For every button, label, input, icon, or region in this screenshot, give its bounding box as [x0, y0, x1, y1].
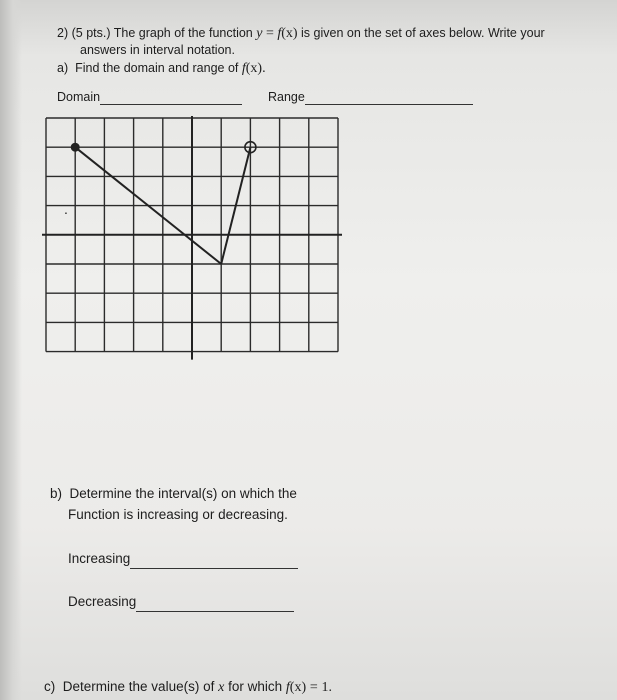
range-row [268, 89, 473, 105]
part-b-question-line1 [50, 484, 297, 504]
part-b-line1: Determine the interval(s) on which the [69, 486, 297, 501]
part-b-letter: b) [50, 486, 63, 501]
problem-statement-line1 [57, 25, 545, 42]
equation-equals: = [265, 26, 274, 41]
equation-f: f [277, 26, 282, 41]
part-a-func-arg: (x). [245, 61, 266, 76]
problem-number: 2) [57, 26, 69, 40]
part-c-question [44, 677, 332, 698]
equation-y: y [256, 26, 263, 41]
part-a-question [57, 60, 266, 77]
part-a-func: f [241, 61, 246, 76]
range-label: Range [268, 90, 305, 104]
part-b-question-line2: Function is increasing or decreasing. [68, 507, 288, 522]
closed-endpoint-dot [71, 143, 80, 152]
domain-label: Domain [57, 90, 101, 104]
range-answer-blank[interactable] [305, 91, 473, 105]
part-a-text: Find the domain and range of [75, 61, 239, 75]
part-c-text2: for which [228, 679, 283, 694]
stray-mark: . [64, 201, 68, 217]
part-c-text: Determine the value(s) of [62, 679, 215, 694]
part-c-var: x [218, 680, 225, 695]
part-a-letter: a) [57, 61, 69, 75]
increasing-row [68, 549, 298, 569]
function-graph [42, 114, 344, 366]
intro-text: The graph of the function [113, 26, 253, 40]
part-c-func: f [285, 680, 290, 695]
decreasing-answer-blank[interactable] [136, 596, 294, 612]
part-c-equals: = [309, 680, 318, 695]
part-c-func-arg: (x) [289, 680, 307, 695]
part-c-value: 1. [321, 680, 333, 695]
intro-rest: is given on the set of axes below. Write your [301, 26, 545, 40]
increasing-answer-blank[interactable] [130, 553, 298, 569]
domain-answer-blank[interactable] [100, 91, 242, 105]
part-c-letter: c) [44, 679, 56, 694]
increasing-label: Increasing [68, 551, 131, 566]
points-label: (5 pts.) [71, 26, 111, 40]
problem-statement-line2: answers in interval notation. [80, 43, 235, 57]
decreasing-label: Decreasing [68, 594, 137, 609]
equation-arg: (x) [281, 26, 298, 41]
domain-row [57, 89, 242, 105]
paper-edge [0, 0, 22, 700]
decreasing-row [68, 592, 294, 612]
